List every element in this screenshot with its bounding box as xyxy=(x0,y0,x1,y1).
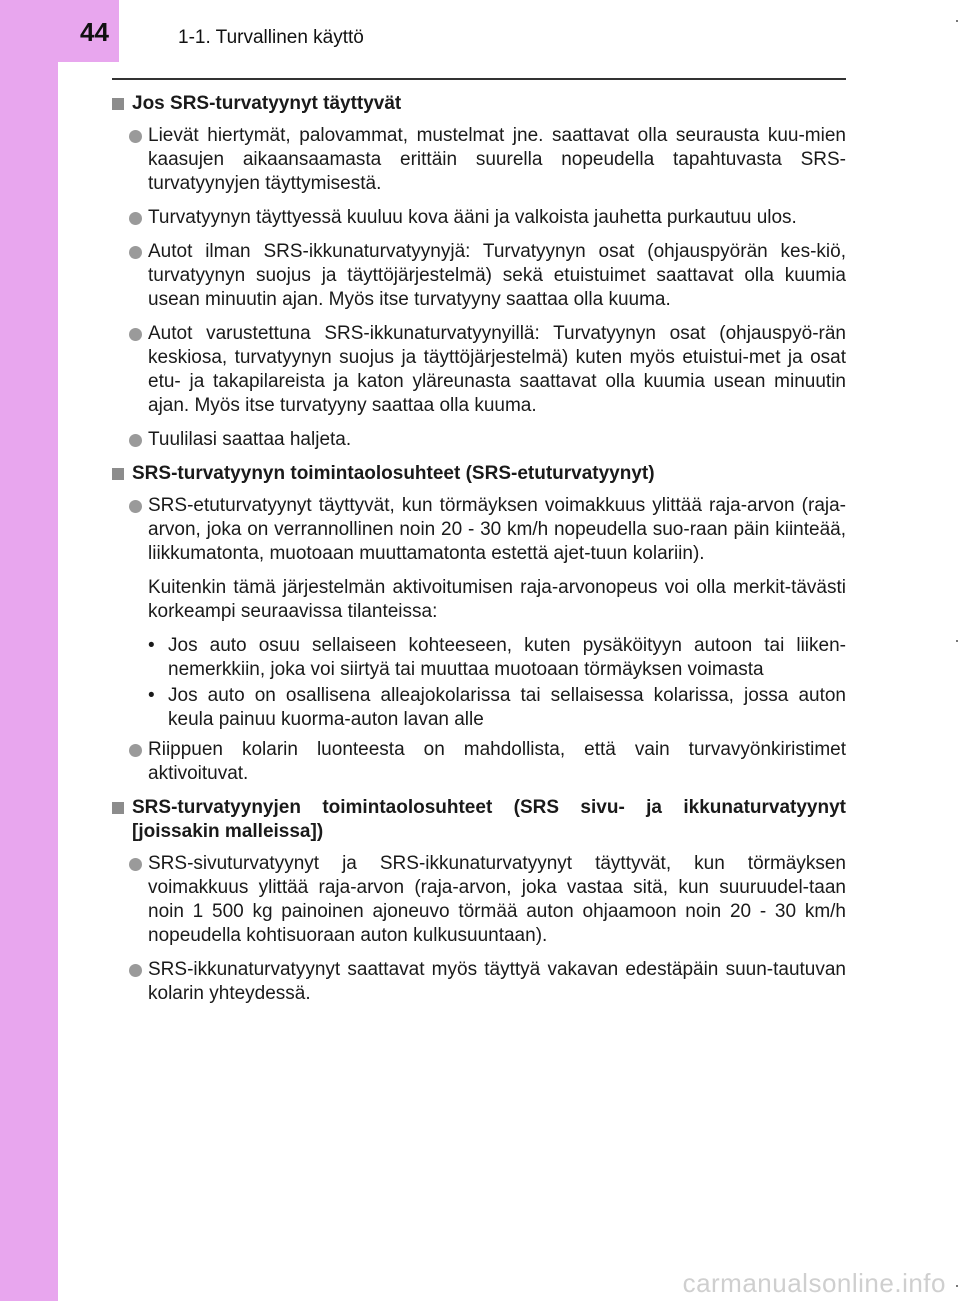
list-item xyxy=(112,206,846,230)
list-item xyxy=(112,494,846,566)
item-text: SRS-etuturvatyynyt täyttyvät, kun törmäyksen voimakkuus ylittää raja-arvon (raja-arvon, joka on verrannollinen noin 20 - 30 km/h nopeudella suo-raan päin kiinteää, liikkumatonta, muotoaan muuttamatonta estettä ajet-tuun kolariin). xyxy=(148,495,846,564)
list-item xyxy=(112,124,846,196)
edge-mark xyxy=(956,640,958,642)
dot-bullet-icon: • xyxy=(148,635,155,656)
section-heading xyxy=(112,92,846,116)
side-color-band xyxy=(0,0,58,1301)
list-item xyxy=(112,322,846,418)
header-divider xyxy=(112,78,846,80)
item-text: Tuulilasi saattaa haljeta. xyxy=(148,429,352,450)
item-text: Riippuen kolarin luonteesta on mahdollista, että vain turvavyönkiristimet aktivoituvat. xyxy=(148,739,846,784)
item-text: SRS-sivuturvatyynyt ja SRS-ikkunaturvatyynyt täyttyvät, kun törmäyksen voimakkuus ylittää raja-arvon (raja-arvon, joka vastaa sitä, kun suuruudel-taan noin 1 500 kg painoinen ajoneuvo törmää auton ohjaamoon noin 20 - 30 km/h nopeudella kohtisuoraan auton kulkusuuntaan). xyxy=(148,853,846,946)
item-text: Autot ilman SRS-ikkunaturvatyynyjä: Turvatyynyn osat (ohjauspyörän kes-kiö, turvatyynyn suojus ja täyttöjärjestelmä) sekä etuistuimet saattavat olla kuumia usean minuutin ajan. Myös itse turvatyyny saattaa olla kuuma. xyxy=(148,241,846,310)
circle-bullet-icon xyxy=(129,246,142,259)
dot-bullet-icon: • xyxy=(148,685,155,706)
square-bullet-icon xyxy=(112,98,124,110)
item-text: SRS-ikkunaturvatyynyt saattavat myös täyttyä vakavan edestäpäin suun-tautuvan kolarin yhteydessä. xyxy=(148,959,846,1004)
sub-bullet-text: Jos auto osuu sellaiseen kohteeseen, kuten pysäköityyn autoon tai liiken-nemerkkiin, joka voi siirtyä tai muuttaa muotoaan törmäyksen voimasta xyxy=(168,635,846,680)
circle-bullet-icon xyxy=(129,434,142,447)
circle-bullet-icon xyxy=(129,744,142,757)
heading-text: SRS-turvatyynyjen toimintaolosuhteet (SRS sivu- ja ikkunaturvatyynyt [joissakin malleissa]) xyxy=(132,797,846,842)
circle-bullet-icon xyxy=(129,130,142,143)
edge-mark xyxy=(956,1285,958,1287)
section-title: 1-1. Turvallinen käyttö xyxy=(178,27,364,48)
circle-bullet-icon xyxy=(129,212,142,225)
watermark: carmanualsonline.info xyxy=(682,1268,946,1298)
sub-bullet-text: Jos auto on osallisena alleajokolarissa tai sellaisessa kolarissa, jossa auton keula painuu kuorma-auton lavan alle xyxy=(168,685,846,730)
list-item xyxy=(112,852,846,948)
list-item xyxy=(112,240,846,312)
circle-bullet-icon xyxy=(129,328,142,341)
paragraph: Kuitenkin tämä järjestelmän aktivoitumisen raja-arvonopeus voi olla merkit-tävästi korkeampi seuraavissa tilanteissa: xyxy=(148,577,846,622)
item-text: Lievät hiertymät, palovammat, mustelmat jne. saattavat olla seurausta kuu-mien kaasujen aikaansaamasta erittäin suurella nopeudella tapahtuvasta SRS-turvatyynyjen täyttymisestä. xyxy=(148,125,846,194)
item-text: Turvatyynyn täyttyessä kuuluu kova ääni ja valkoista jauhetta purkautuu ulos. xyxy=(148,207,797,228)
sub-bullet-item xyxy=(112,684,846,732)
circle-bullet-icon xyxy=(129,500,142,513)
list-item xyxy=(112,738,846,786)
heading-text: SRS-turvatyynyn toimintaolosuhteet (SRS-etuturvatyynyt) xyxy=(132,463,655,484)
item-text: Autot varustettuna SRS-ikkunaturvatyynyillä: Turvatyynyn osat (ohjauspyö-rän keskiosa, turvatyynyn suojus ja täyttöjärjestelmä) kuten myös etuistui-met ja osat etu- ja takapilareista ja katon yläreunasta saattavat olla kuumia usean minuutin ajan. Myös itse turvatyyny saattaa olla kuuma. xyxy=(148,323,846,416)
page-content xyxy=(112,92,846,1016)
edge-mark xyxy=(956,20,958,22)
heading-text: Jos SRS-turvatyynyt täyttyvät xyxy=(132,93,402,114)
list-item xyxy=(112,428,846,452)
sub-bullet-item xyxy=(112,634,846,682)
circle-bullet-icon xyxy=(129,858,142,871)
section-heading xyxy=(112,796,846,844)
circle-bullet-icon xyxy=(129,964,142,977)
square-bullet-icon xyxy=(112,468,124,480)
section-heading xyxy=(112,462,846,486)
square-bullet-icon xyxy=(112,802,124,814)
page-number: 44 xyxy=(80,17,109,47)
list-item xyxy=(112,958,846,1006)
